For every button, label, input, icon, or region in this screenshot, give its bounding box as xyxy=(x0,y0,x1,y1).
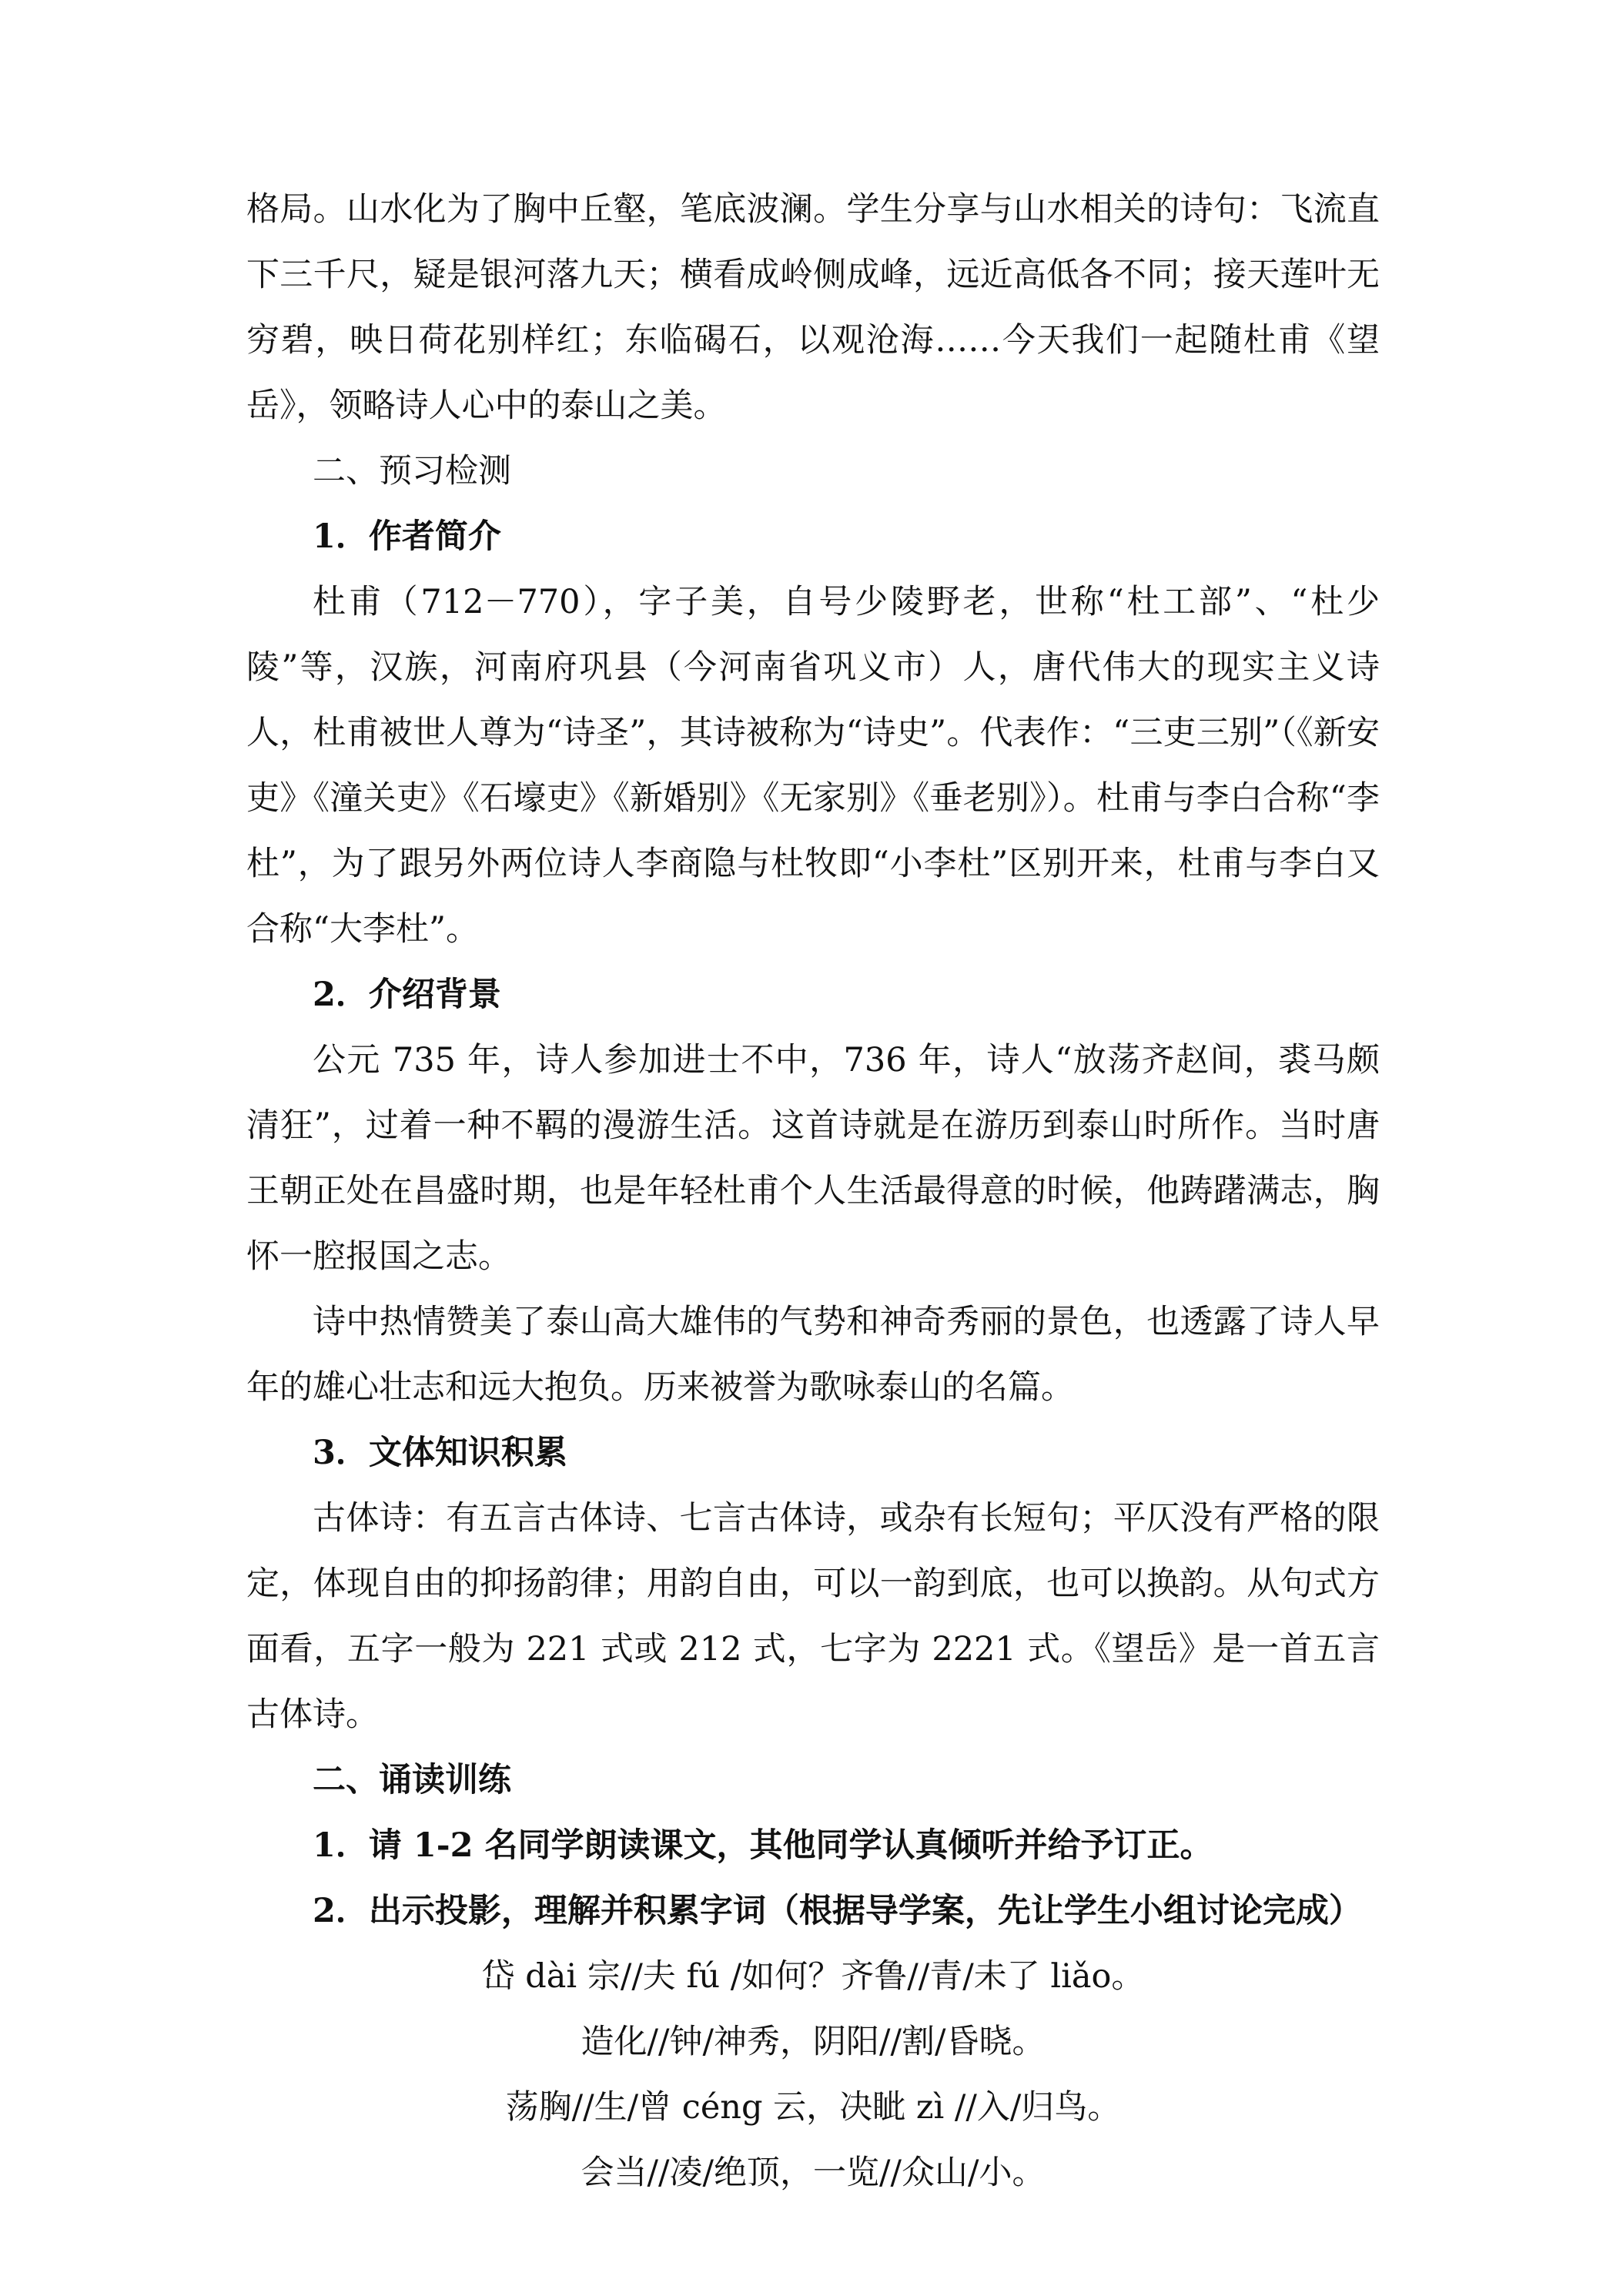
poem-line: 造化//钟/神秀，阴阳//割/昏晓。 xyxy=(581,2023,1046,2061)
subheading-background: 2．介绍背景 xyxy=(313,976,501,1014)
author-paragraph: 杜甫（712－770），字子美，自号少陵野老，世称“杜工部”、“杜少陵”等，汉族，河南府巩县（今河南省巩义市）人，唐代伟大的现实主义诗人，杜甫被世人尊为“诗圣”，其诗被称为“诗史”。代表作：“三吏三别”（《新安吏》《潼关吏》《石壕吏》《新婚别》《无家别》《垂老别》）。杜甫与李白合称“李杜”，为了跟另外两位诗人李商隐与杜牧即“小李杜”区别开来，杜甫与李白又合称“大李杜”。 xyxy=(246,583,1380,949)
poem-line: 岱 dài 宗//夫 fú /如何？齐鲁//青/未了 liǎo。 xyxy=(481,1957,1145,1996)
subheading-genre: 3．文体知识积累 xyxy=(313,1434,567,1472)
section-heading-reading: 二、诵读训练 xyxy=(313,1761,511,1799)
background-paragraph-2: 诗中热情赞美了泰山高大雄伟的气势和神奇秀丽的景色，也透露了诗人早年的雄心壮志和远大抱负。历来被誉为歌咏泰山的名篇。 xyxy=(246,1303,1380,1407)
subheading-author: 1．作者简介 xyxy=(313,517,501,556)
section-heading-preview: 二、预习检测 xyxy=(313,452,511,490)
reading-step-1: 1．请 1-2 名同学朗读课文，其他同学认真倾听并给予订正。 xyxy=(313,1826,1213,1865)
intro-paragraph: 格局。山水化为了胸中丘壑，笔底波澜。学生分享与山水相关的诗句：飞流直下三千尺，疑是银河落九天；横看成岭侧成峰，远近高低各不同；接天莲叶无穷碧，映日荷花别样红；东临碣石，以观沧海……今天我们一起随杜甫《望岳》，领略诗人心中的泰山之美。 xyxy=(246,190,1380,425)
background-paragraph-1: 公元 735 年，诗人参加进士不中，736 年，诗人“放荡齐赵间，裘马颇清狂”，过着一种不羁的漫游生活。这首诗就是在游历到泰山时所作。当时唐王朝正处在昌盛时期，也是年轻杜甫个人生活最得意的时候，他踌躇满志，胸怀一腔报国之志。 xyxy=(246,1041,1380,1276)
genre-paragraph: 古体诗：有五言古体诗、七言古体诗，或杂有长短句；平仄没有严格的限定，体现自由的抑扬韵律；用韵自由，可以一韵到底，也可以换韵。从句式方面看，五字一般为 221 式或 212 式，七字为 2221 式。《望岳》是一首五言古体诗。 xyxy=(246,1499,1380,1734)
poem-line: 会当//凌/绝顶，一览//众山/小。 xyxy=(581,2154,1046,2192)
reading-step-2: 2．出示投影，理解并积累字词（根据导学案，先让学生小组讨论完成） xyxy=(313,1892,1362,1930)
poem-line: 荡胸//生/曾 céng 云，决眦 zì //入/归鸟。 xyxy=(505,2088,1121,2127)
